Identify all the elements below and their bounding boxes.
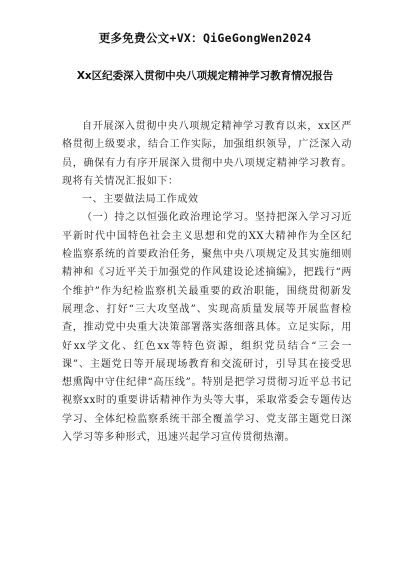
document-body <box>62 118 352 447</box>
document-title: Xx区纪委深入贯彻中央八项规定精神学习教育情况报告 <box>76 70 334 82</box>
subsection-paragraph: （一）持之以恒强化政治理论学习。坚持把深入学习习近平新时代中国特色社会主义思想和党的XX大精神作为全区纪检监察系统的首要政治任务，聚焦中央八项规定及其实施细则精神和《习近平关于加强党的作风建设论述摘编》，把践行“两个维护”作为纪检监察机关最重要的政治职能，围绕贯彻新发展理念、打好“三大攻坚战”、实现高质量发展等开展监督检查，推动党中央重大决策部署落实落细落具体。立足实际，用好xx学文化、红色xx等特色资源，组织党员结合“三会一课”、主题党日等开展现场教育和交流研讨，引导其在接受思想熏陶中守住纪律“高压线”。特别是把学习贯彻习近平总书记视察xx时的重要讲话精神作为头等大事，采取常委会专题传达学习、全体纪检监察系统干部全覆盖学习、党支部主题党日深入学习等多种形式，迅速兴起学习宣传贯彻热潮。 <box>62 212 352 444</box>
section-heading: 一、主要做法局工作成效 <box>82 194 199 206</box>
promo-banner: 更多免费公文+VX：QiGeGongWen2024 <box>98 31 312 45</box>
intro-paragraph: 自开展深入贯彻中央八项规定精神学习教育以来，xx区严格贯彻上级要求，结合工作实际，加强组织领导，广泛深入动员，确保有力有序开展深入贯彻中央八项规定精神学习教育。现将有关情况汇报如下： <box>62 121 352 187</box>
